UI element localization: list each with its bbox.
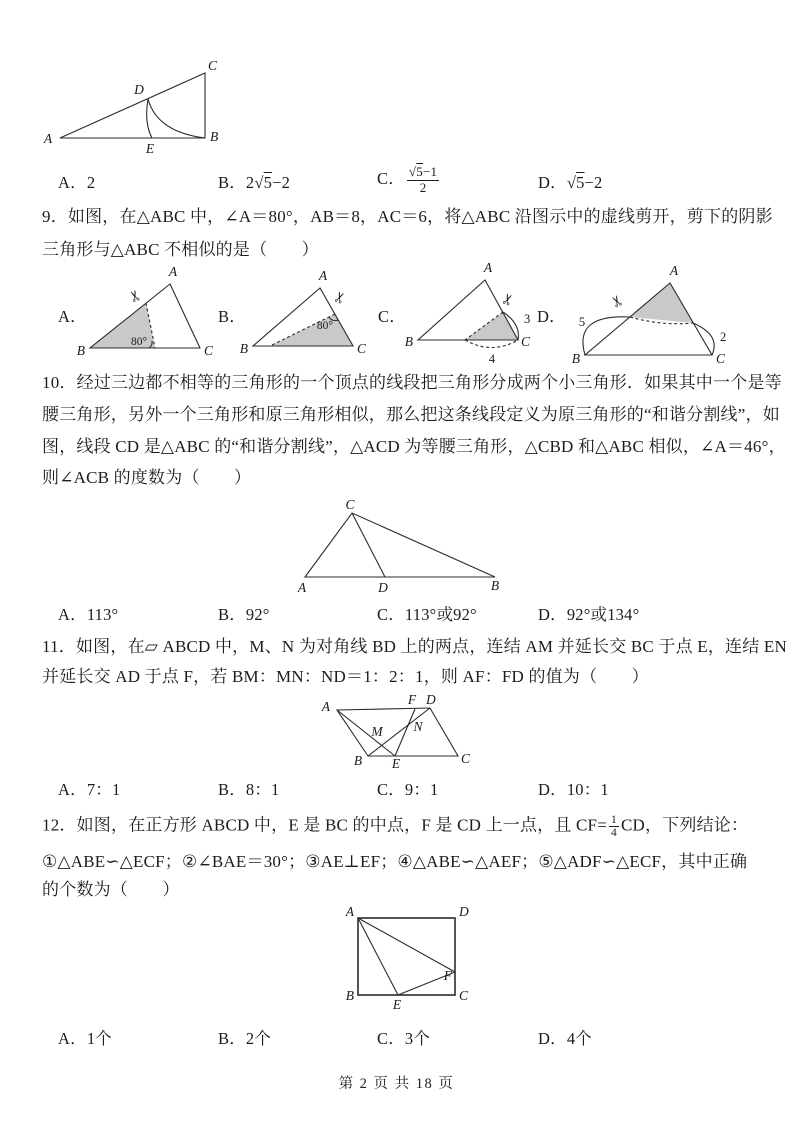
q8-option-c bbox=[377, 165, 441, 195]
q11-option-b: B．8：1 bbox=[218, 780, 280, 799]
vertex-label-c: C bbox=[521, 334, 531, 349]
q9-figure-d bbox=[572, 263, 727, 366]
vertex-label-m: M bbox=[371, 724, 383, 739]
fraction-numerator bbox=[407, 165, 439, 181]
q12-text-line3: 的个数为（ ） bbox=[42, 880, 180, 899]
vertex-label-c: C bbox=[459, 988, 469, 1003]
vertex-label-f: F bbox=[407, 692, 417, 707]
vertex-label-a: A bbox=[345, 904, 354, 919]
q11-parallelogram bbox=[337, 708, 458, 756]
q11-figure bbox=[320, 692, 480, 777]
vertex-label-a: A bbox=[297, 580, 307, 595]
vertex-label-c: C bbox=[461, 751, 471, 766]
q12-option-c: C．3个 bbox=[377, 1029, 431, 1048]
radicand: 5 bbox=[263, 173, 273, 192]
option-text: 2√ bbox=[245, 173, 264, 192]
q9-figure-letter-b: B． bbox=[218, 307, 246, 326]
q9-figure-b bbox=[240, 268, 367, 356]
q12-text-line2: ①△ABE∽△ECF；②∠BAE＝30°；③AE⊥EF；④△ABE∽△AEF；⑤△ADF∽△ECF，其中正确 bbox=[42, 852, 748, 871]
q9-figure-letter-c: C． bbox=[378, 307, 406, 326]
fraction-numerator: 1 bbox=[611, 814, 617, 826]
scissors-icon: ✂ bbox=[606, 291, 629, 311]
q12-option-d: D．4个 bbox=[538, 1029, 592, 1048]
q12-option-b: B．2个 bbox=[218, 1029, 272, 1048]
vertex-label-a: A bbox=[318, 268, 328, 283]
angle-label: 80° bbox=[316, 320, 333, 332]
q11-option-a: A．7：1 bbox=[58, 780, 121, 799]
q12-square bbox=[358, 918, 455, 995]
q10-triangle bbox=[305, 513, 495, 577]
q8-option-d bbox=[538, 172, 603, 194]
q12-text-line1 bbox=[42, 814, 749, 840]
scissors-icon: ✂ bbox=[497, 290, 519, 309]
length-label-5: 5 bbox=[578, 315, 586, 329]
vertex-label-f: F bbox=[443, 968, 452, 983]
q11-text-line2: 并延长交 AD 于点 F，若 BM：MN：ND＝1：2：1，则 AF：FD 的值为（ ） bbox=[42, 667, 649, 686]
vertex-label-b: B bbox=[239, 341, 248, 356]
vertex-label-d: D bbox=[134, 82, 144, 97]
q8-option-b bbox=[218, 172, 290, 194]
fraction-denominator: 2 bbox=[419, 179, 427, 195]
vertex-label-c: C bbox=[208, 58, 218, 73]
q10-option-d: D．92°或134° bbox=[538, 605, 640, 624]
q11-text-line1: 11．如图，在▱ ABCD 中，M、N 为对角线 BD 上的两点，连结 AM 并延长交 BC 于点 E，连结 EN bbox=[42, 637, 787, 656]
length-label-3: 3 bbox=[524, 312, 531, 326]
q12-option-a: A．1个 bbox=[58, 1029, 112, 1048]
vertex-label-e: E bbox=[392, 997, 402, 1012]
q9-figure-a bbox=[77, 264, 214, 358]
fraction bbox=[609, 814, 619, 839]
q9-figure-c bbox=[405, 260, 531, 366]
option-text: −2 bbox=[272, 173, 291, 192]
option-label: B． bbox=[218, 173, 246, 192]
vertex-label-b: B bbox=[210, 129, 219, 144]
length-label-4: 4 bbox=[488, 352, 496, 366]
vertex-label-a: A bbox=[43, 131, 53, 146]
vertex-label-d: D bbox=[459, 904, 469, 919]
vertex-label-b: B bbox=[490, 578, 500, 593]
q8-option-a: A．2 bbox=[58, 173, 96, 192]
vertex-label-b: B bbox=[404, 334, 413, 349]
angle-label: 80° bbox=[130, 336, 148, 348]
radicand: 5 bbox=[416, 164, 423, 179]
fraction bbox=[407, 165, 439, 195]
q12-figure bbox=[340, 903, 482, 1013]
length-label-2: 2 bbox=[720, 330, 727, 344]
page-footer: 第 2 页 共 18 页 bbox=[338, 1076, 455, 1092]
vertex-label-c: C bbox=[357, 341, 367, 356]
q10-option-b: B．92° bbox=[218, 605, 270, 624]
scissors-icon: ✂ bbox=[329, 288, 351, 307]
vertex-label-a: A bbox=[669, 263, 679, 278]
vertex-label-d: D bbox=[426, 692, 436, 707]
fraction-denominator: 4 bbox=[611, 827, 617, 840]
vertex-label-a: A bbox=[321, 699, 330, 714]
option-text: −1 bbox=[422, 164, 438, 179]
q8-triangle bbox=[60, 73, 205, 138]
scissors-icon: ✂ bbox=[124, 286, 146, 305]
q9-figures bbox=[40, 262, 770, 377]
q10-text-line2: 腰三角形，另外一个三角形和原三角形相似，那么把这条线段定义为原三角形的“和谐分割线”，如 bbox=[42, 405, 780, 424]
vertex-label-a: A bbox=[483, 260, 493, 275]
q10-text-line3: 图，线段 CD 是△ABC 的“和谐分割线”，△ACD 为等腰三角形，△CBD 和△ABC 相似，∠A＝46°， bbox=[42, 437, 786, 456]
vertex-label-c: C bbox=[204, 343, 214, 358]
q8-figure bbox=[40, 57, 255, 162]
option-label: D． bbox=[538, 173, 567, 192]
vertex-label-b: B bbox=[571, 351, 580, 366]
q11-option-c: C．9：1 bbox=[377, 780, 439, 799]
vertex-label-c: C bbox=[345, 497, 355, 512]
option-text: −2 bbox=[584, 173, 603, 192]
q9-figure-letter-d: D． bbox=[537, 307, 566, 326]
vertex-label-b: B bbox=[76, 343, 85, 358]
q10-figure bbox=[290, 497, 505, 597]
q10-option-a: A．113° bbox=[58, 605, 119, 624]
vertex-label-e: E bbox=[145, 141, 155, 156]
q9-text-line1: 9．如图，在△ABC 中，∠A＝80°，AB＝8，AC＝6，将△ABC 沿图示中的虚线剪开，剪下的阴影 bbox=[42, 207, 773, 226]
q9-text-line2: 三角形与△ABC 不相似的是（ ） bbox=[42, 240, 319, 259]
vertex-label-d: D bbox=[378, 580, 388, 595]
q12-line1-post: CD，下列结论： bbox=[620, 815, 749, 835]
vertex-label-n: N bbox=[413, 719, 423, 734]
radicand: 5 bbox=[576, 173, 585, 192]
q11-option-d: D．10：1 bbox=[538, 780, 609, 799]
vertex-label-a: A bbox=[168, 264, 178, 279]
q10-text-line4: 则∠ACB 的度数为（ ） bbox=[42, 468, 252, 487]
option-text: √ bbox=[566, 173, 577, 192]
q9-figure-letter-a: A． bbox=[58, 307, 87, 326]
q12-line1-pre: 12．如图，在正方形 ABCD 中，E 是 BC 的中点，F 是 CD 上一点，且 CF= bbox=[42, 815, 607, 835]
option-label: C． bbox=[377, 168, 405, 188]
vertex-label-b: B bbox=[345, 988, 354, 1003]
vertex-label-c: C bbox=[716, 351, 726, 366]
vertex-label-b: B bbox=[353, 753, 363, 768]
vertex-label-e: E bbox=[391, 756, 401, 771]
option-text: √ bbox=[408, 164, 417, 179]
q10-text-line1: 10．经过三边都不相等的三角形的一个顶点的线段把三角形分成两个小三角形．如果其中一个是等 bbox=[42, 373, 782, 392]
q10-option-c: C．113°或92° bbox=[377, 605, 477, 624]
